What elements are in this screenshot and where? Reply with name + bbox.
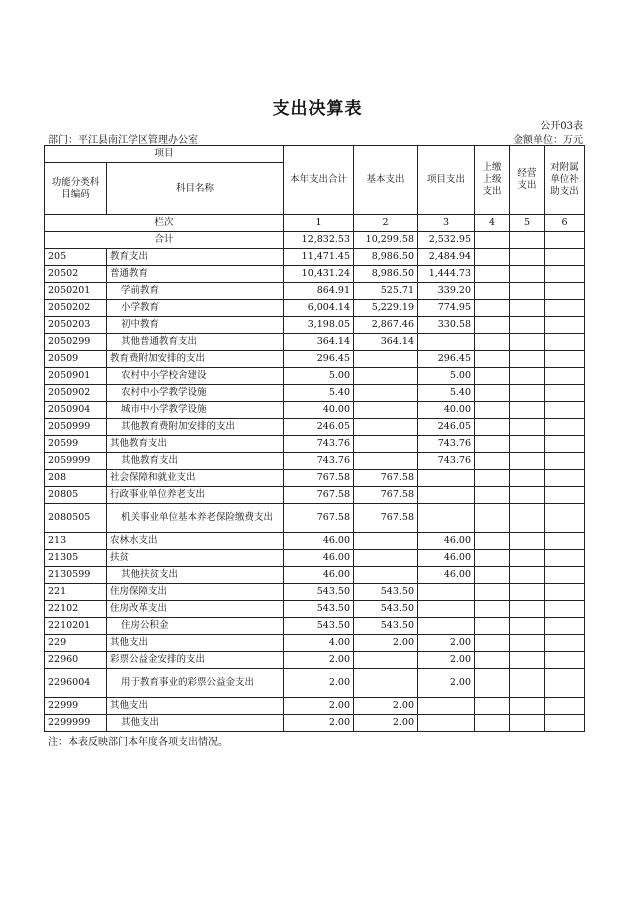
row-subsidy — [545, 266, 585, 283]
row-upper — [475, 567, 510, 584]
index-c3: 3 — [418, 215, 475, 232]
row-name: 住房改革支出 — [107, 601, 284, 618]
row-subsidy — [545, 334, 585, 351]
row-subsidy — [545, 567, 585, 584]
row-name: 农村中小学教学设施 — [107, 385, 284, 402]
row-subsidy — [545, 317, 585, 334]
row-project: 330.58 — [418, 317, 475, 334]
table-row — [45, 470, 585, 487]
index-c4: 4 — [475, 215, 510, 232]
row-project: 46.00 — [418, 567, 475, 584]
header-code: 功能分类科目编码 — [45, 163, 107, 215]
row-business — [510, 334, 545, 351]
row-subsidy — [545, 453, 585, 470]
row-project: 5.00 — [418, 368, 475, 385]
row-upper — [475, 584, 510, 601]
row-basic — [354, 652, 418, 669]
row-name: 其他教育费附加安排的支出 — [107, 419, 284, 436]
table-row — [45, 334, 585, 351]
row-total: 2.00 — [284, 652, 354, 669]
row-basic — [354, 453, 418, 470]
row-subsidy — [545, 402, 585, 419]
row-subsidy — [545, 283, 585, 300]
row-code: 22102 — [45, 601, 107, 618]
row-total: 767.58 — [284, 470, 354, 487]
row-name: 行政事业单位养老支出 — [107, 487, 284, 504]
row-name: 其他扶贫支出 — [107, 567, 284, 584]
row-upper — [475, 618, 510, 635]
row-total: 46.00 — [284, 533, 354, 550]
row-total: 46.00 — [284, 567, 354, 584]
row-upper — [475, 533, 510, 550]
row-basic — [354, 550, 418, 567]
row-project: 743.76 — [418, 436, 475, 453]
row-project: 743.76 — [418, 453, 475, 470]
row-basic — [354, 533, 418, 550]
row-basic — [354, 669, 418, 698]
index-label: 栏次 — [45, 215, 284, 232]
table-row — [45, 669, 585, 698]
row-business — [510, 402, 545, 419]
row-project — [418, 584, 475, 601]
row-business — [510, 567, 545, 584]
total-project: 2,532.95 — [418, 232, 475, 249]
row-basic: 543.50 — [354, 618, 418, 635]
row-basic: 525.71 — [354, 283, 418, 300]
row-upper — [475, 402, 510, 419]
row-total: 543.50 — [284, 601, 354, 618]
row-code: 2050901 — [45, 368, 107, 385]
row-total: 743.76 — [284, 436, 354, 453]
row-project: 2.00 — [418, 652, 475, 669]
row-subsidy — [545, 368, 585, 385]
row-project: 2.00 — [418, 635, 475, 652]
row-total: 3,198.05 — [284, 317, 354, 334]
row-name: 小学教育 — [107, 300, 284, 317]
row-basic: 543.50 — [354, 584, 418, 601]
table-row — [45, 419, 585, 436]
table-row — [45, 368, 585, 385]
row-basic — [354, 419, 418, 436]
row-business — [510, 584, 545, 601]
row-subsidy — [545, 652, 585, 669]
row-subsidy — [545, 436, 585, 453]
row-business — [510, 249, 545, 266]
header-business: 经营支出 — [510, 146, 545, 215]
header-project-expense: 项目支出 — [418, 146, 475, 215]
row-business — [510, 715, 545, 732]
row-subsidy — [545, 601, 585, 618]
row-upper — [475, 368, 510, 385]
row-upper — [475, 317, 510, 334]
row-project: 46.00 — [418, 550, 475, 567]
row-upper — [475, 453, 510, 470]
row-total: 2.00 — [284, 669, 354, 698]
row-code: 2050902 — [45, 385, 107, 402]
row-name: 住房保障支出 — [107, 584, 284, 601]
table-row — [45, 601, 585, 618]
row-name: 学前教育 — [107, 283, 284, 300]
row-total: 40.00 — [284, 402, 354, 419]
expenditure-table — [44, 145, 585, 732]
row-business — [510, 504, 545, 533]
row-name: 其他教育支出 — [107, 436, 284, 453]
row-code: 20805 — [45, 487, 107, 504]
table-row — [45, 567, 585, 584]
row-code: 22960 — [45, 652, 107, 669]
row-project — [418, 601, 475, 618]
index-c6: 6 — [545, 215, 585, 232]
row-code: 2050203 — [45, 317, 107, 334]
row-basic: 767.58 — [354, 504, 418, 533]
row-subsidy — [545, 470, 585, 487]
row-upper — [475, 266, 510, 283]
row-name: 教育费附加安排的支出 — [107, 351, 284, 368]
row-name: 彩票公益金安排的支出 — [107, 652, 284, 669]
row-basic: 543.50 — [354, 601, 418, 618]
table-row — [45, 317, 585, 334]
total-label: 合计 — [45, 232, 284, 249]
table-row — [45, 300, 585, 317]
row-business — [510, 419, 545, 436]
index-c2: 2 — [354, 215, 418, 232]
row-name: 机关事业单位基本养老保险缴费支出 — [107, 504, 284, 533]
department-label: 部门：平江县南江学区管理办公室 — [48, 135, 198, 146]
row-total: 5.40 — [284, 385, 354, 402]
row-basic — [354, 402, 418, 419]
row-subsidy — [545, 550, 585, 567]
row-upper — [475, 249, 510, 266]
row-subsidy — [545, 698, 585, 715]
row-subsidy — [545, 635, 585, 652]
table-row — [45, 266, 585, 283]
table-row — [45, 385, 585, 402]
row-upper — [475, 635, 510, 652]
row-business — [510, 618, 545, 635]
row-subsidy — [545, 618, 585, 635]
row-name: 其他支出 — [107, 635, 284, 652]
index-c1: 1 — [284, 215, 354, 232]
row-project: 246.05 — [418, 419, 475, 436]
row-business — [510, 635, 545, 652]
row-project — [418, 334, 475, 351]
table-row — [45, 351, 585, 368]
row-code: 22999 — [45, 698, 107, 715]
row-project — [418, 470, 475, 487]
row-name: 其他普通教育支出 — [107, 334, 284, 351]
row-total: 864.91 — [284, 283, 354, 300]
table-row — [45, 715, 585, 732]
header-name: 科目名称 — [107, 163, 284, 215]
row-name: 城市中小学教学设施 — [107, 402, 284, 419]
table-row — [45, 283, 585, 300]
row-basic: 8,986.50 — [354, 266, 418, 283]
row-upper — [475, 715, 510, 732]
row-business — [510, 300, 545, 317]
row-business — [510, 351, 545, 368]
header-project: 项目 — [45, 146, 284, 163]
row-business — [510, 317, 545, 334]
total-subsidy — [545, 232, 585, 249]
row-basic — [354, 368, 418, 385]
row-upper — [475, 652, 510, 669]
row-code: 2299999 — [45, 715, 107, 732]
row-business — [510, 385, 545, 402]
row-business — [510, 652, 545, 669]
row-code: 2050299 — [45, 334, 107, 351]
row-basic: 5,229.19 — [354, 300, 418, 317]
row-project — [418, 698, 475, 715]
row-subsidy — [545, 300, 585, 317]
row-subsidy — [545, 487, 585, 504]
table-row — [45, 533, 585, 550]
row-total: 6,004.14 — [284, 300, 354, 317]
row-business — [510, 487, 545, 504]
row-subsidy — [545, 715, 585, 732]
row-business — [510, 533, 545, 550]
row-subsidy — [545, 504, 585, 533]
row-total: 296.45 — [284, 351, 354, 368]
row-upper — [475, 601, 510, 618]
row-total: 543.50 — [284, 584, 354, 601]
row-name: 其他教育支出 — [107, 453, 284, 470]
row-business — [510, 470, 545, 487]
row-code: 2059999 — [45, 453, 107, 470]
row-business — [510, 436, 545, 453]
row-upper — [475, 550, 510, 567]
row-basic — [354, 567, 418, 584]
row-project — [418, 487, 475, 504]
row-code: 21305 — [45, 550, 107, 567]
row-code: 208 — [45, 470, 107, 487]
row-basic: 2.00 — [354, 635, 418, 652]
index-c5: 5 — [510, 215, 545, 232]
row-basic: 2.00 — [354, 715, 418, 732]
row-upper — [475, 698, 510, 715]
row-upper — [475, 419, 510, 436]
table-row — [45, 618, 585, 635]
row-subsidy — [545, 669, 585, 698]
row-business — [510, 266, 545, 283]
row-business — [510, 669, 545, 698]
row-business — [510, 453, 545, 470]
row-name: 农林水支出 — [107, 533, 284, 550]
footnote: 注：本表反映部门本年度各项支出情况。 — [48, 737, 228, 748]
total-upper — [475, 232, 510, 249]
row-subsidy — [545, 419, 585, 436]
row-name: 农村中小学校舍建设 — [107, 368, 284, 385]
row-project: 46.00 — [418, 533, 475, 550]
row-code: 2050999 — [45, 419, 107, 436]
row-basic — [354, 385, 418, 402]
row-code: 2050201 — [45, 283, 107, 300]
total-business — [510, 232, 545, 249]
row-total: 246.05 — [284, 419, 354, 436]
row-upper — [475, 351, 510, 368]
table-row — [45, 487, 585, 504]
row-subsidy — [545, 385, 585, 402]
row-basic: 2.00 — [354, 698, 418, 715]
row-basic: 767.58 — [354, 487, 418, 504]
page-title: 支出决算表 — [272, 99, 363, 119]
row-project: 1,444.73 — [418, 266, 475, 283]
row-name: 扶贫 — [107, 550, 284, 567]
row-code: 2210201 — [45, 618, 107, 635]
row-code: 229 — [45, 635, 107, 652]
row-project — [418, 715, 475, 732]
header-upper: 上缴上级支出 — [475, 146, 510, 215]
row-total: 2.00 — [284, 715, 354, 732]
row-total: 46.00 — [284, 550, 354, 567]
row-code: 205 — [45, 249, 107, 266]
index-row — [45, 215, 585, 232]
row-project: 774.95 — [418, 300, 475, 317]
row-name: 教育支出 — [107, 249, 284, 266]
row-name: 普通教育 — [107, 266, 284, 283]
row-project: 296.45 — [418, 351, 475, 368]
row-total: 11,471.45 — [284, 249, 354, 266]
row-total: 767.58 — [284, 487, 354, 504]
table-row — [45, 635, 585, 652]
row-subsidy — [545, 351, 585, 368]
header-total: 本年支出合计 — [284, 146, 354, 215]
row-code: 20599 — [45, 436, 107, 453]
row-project: 2.00 — [418, 669, 475, 698]
row-code: 2080505 — [45, 504, 107, 533]
row-subsidy — [545, 584, 585, 601]
row-total: 743.76 — [284, 453, 354, 470]
table-row — [45, 698, 585, 715]
row-total: 5.00 — [284, 368, 354, 385]
row-total: 364.14 — [284, 334, 354, 351]
table-row — [45, 249, 585, 266]
row-upper — [475, 283, 510, 300]
row-business — [510, 368, 545, 385]
row-name: 初中教育 — [107, 317, 284, 334]
row-code: 2050202 — [45, 300, 107, 317]
row-basic — [354, 351, 418, 368]
row-code: 2050904 — [45, 402, 107, 419]
amount-unit-label: 金额单位：万元 — [513, 135, 583, 146]
total-amount: 12,832.53 — [284, 232, 354, 249]
row-code: 221 — [45, 584, 107, 601]
row-name: 社会保障和就业支出 — [107, 470, 284, 487]
row-code: 2130599 — [45, 567, 107, 584]
row-project — [418, 618, 475, 635]
row-basic: 8,986.50 — [354, 249, 418, 266]
row-basic: 364.14 — [354, 334, 418, 351]
row-name: 用于教育事业的彩票公益金支出 — [107, 669, 284, 698]
table-row — [45, 550, 585, 567]
table-row — [45, 453, 585, 470]
row-total: 2.00 — [284, 698, 354, 715]
table-row — [45, 504, 585, 533]
row-basic: 767.58 — [354, 470, 418, 487]
row-business — [510, 550, 545, 567]
row-upper — [475, 385, 510, 402]
row-upper — [475, 487, 510, 504]
row-project: 339.20 — [418, 283, 475, 300]
row-basic — [354, 436, 418, 453]
table-row — [45, 402, 585, 419]
row-upper — [475, 300, 510, 317]
row-basic: 2,867.46 — [354, 317, 418, 334]
row-total: 767.58 — [284, 504, 354, 533]
row-project: 40.00 — [418, 402, 475, 419]
row-code: 213 — [45, 533, 107, 550]
row-business — [510, 283, 545, 300]
row-upper — [475, 436, 510, 453]
row-upper — [475, 334, 510, 351]
total-row — [45, 232, 585, 249]
row-subsidy — [545, 249, 585, 266]
header-subsidy: 对附属单位补助支出 — [545, 146, 585, 215]
table-row — [45, 436, 585, 453]
row-project: 2,484.94 — [418, 249, 475, 266]
row-code: 20502 — [45, 266, 107, 283]
row-upper — [475, 504, 510, 533]
row-project: 5.40 — [418, 385, 475, 402]
row-name: 住房公积金 — [107, 618, 284, 635]
row-code: 20509 — [45, 351, 107, 368]
row-business — [510, 601, 545, 618]
row-code: 2296004 — [45, 669, 107, 698]
header-basic: 基本支出 — [354, 146, 418, 215]
total-basic: 10,299.58 — [354, 232, 418, 249]
row-upper — [475, 669, 510, 698]
row-subsidy — [545, 533, 585, 550]
row-upper — [475, 470, 510, 487]
form-number: 公开03表 — [540, 121, 583, 132]
row-total: 10,431.24 — [284, 266, 354, 283]
row-business — [510, 698, 545, 715]
table-row — [45, 584, 585, 601]
row-project — [418, 504, 475, 533]
row-total: 4.00 — [284, 635, 354, 652]
table-row — [45, 652, 585, 669]
row-total: 543.50 — [284, 618, 354, 635]
row-name: 其他支出 — [107, 698, 284, 715]
row-name: 其他支出 — [107, 715, 284, 732]
